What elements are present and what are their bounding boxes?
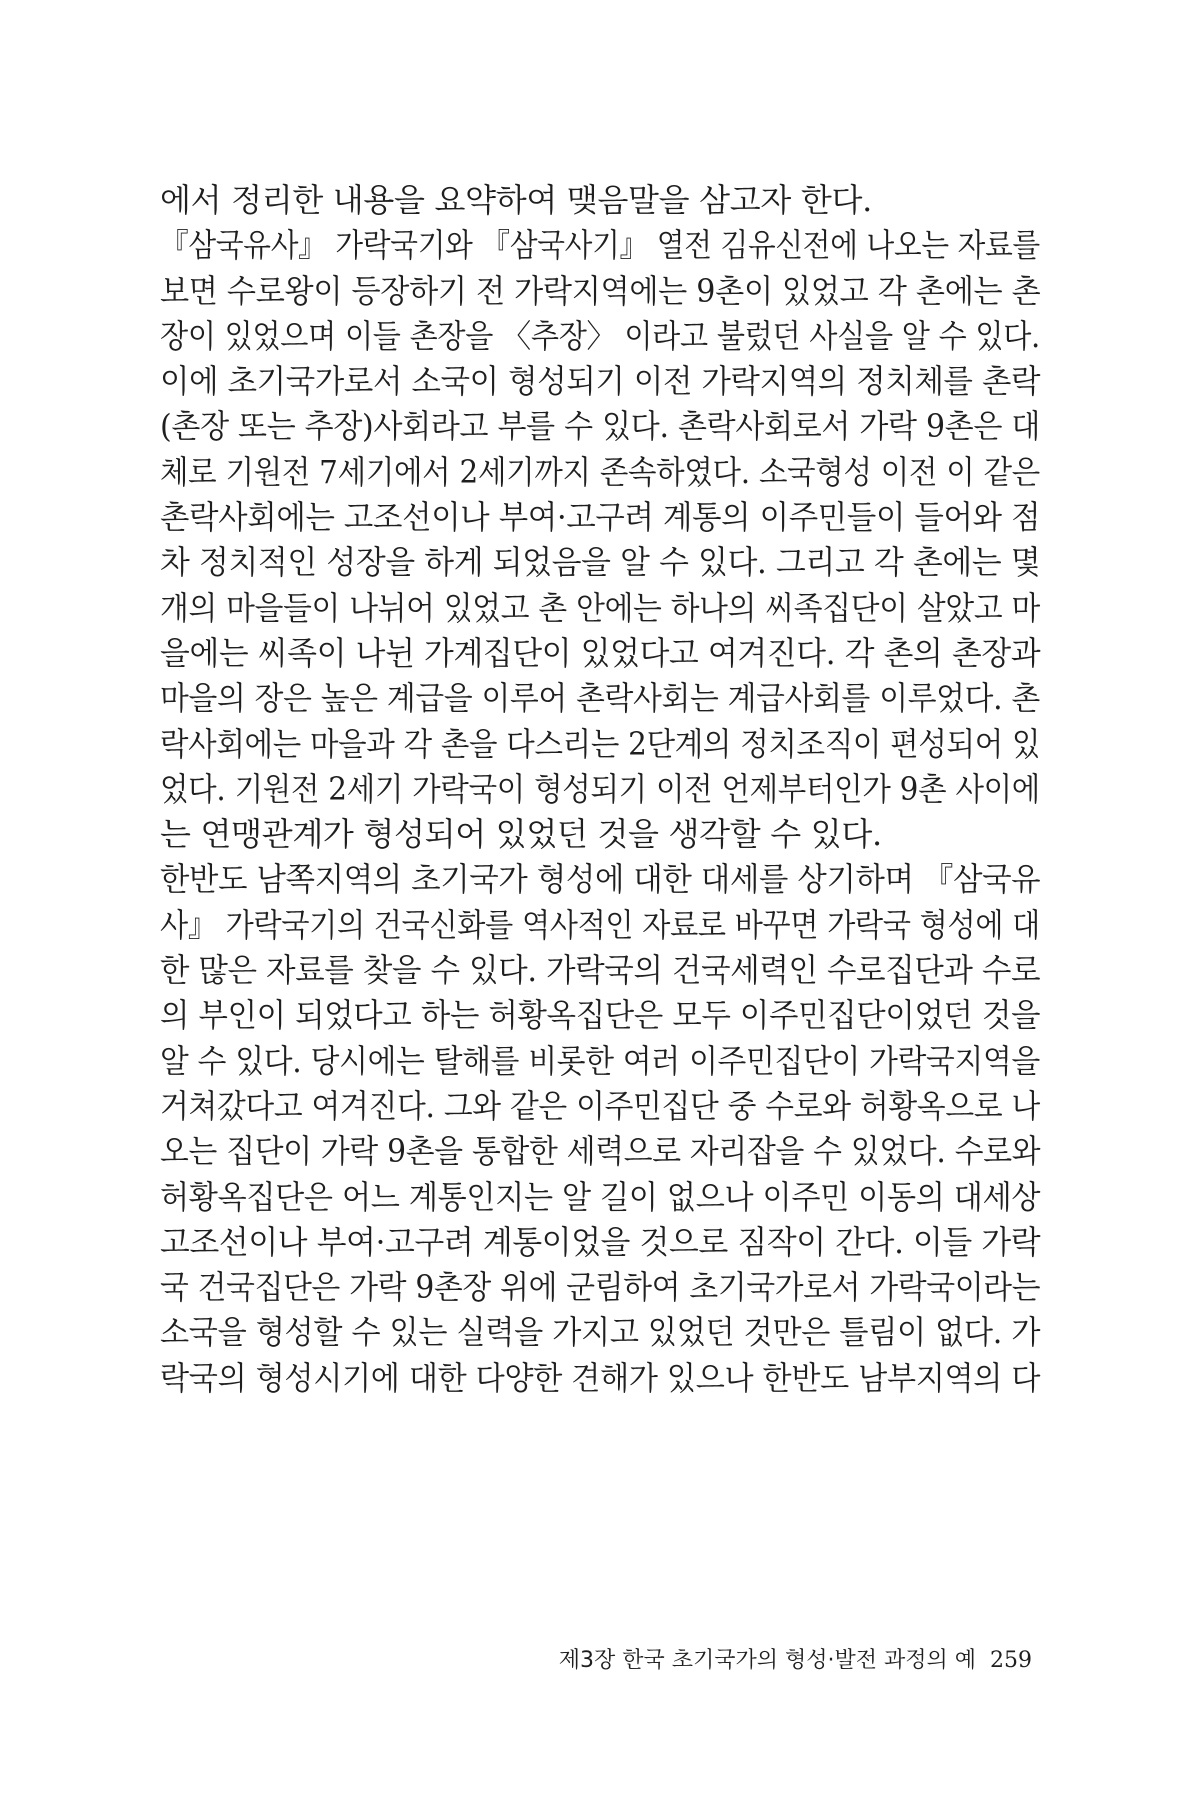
text-line: 개의 마을들이 나뉘어 있었고 촌 안에는 하나의 씨족집단이 살았고 마	[160, 588, 1040, 627]
text-line: 의 부인이 되었다고 하는 허황옥집단은 모두 이주민집단이었던 것을	[160, 996, 1041, 1035]
text-line: 락국의 형성시기에 대한 다양한 견해가 있으나 한반도 남부지역의 다	[160, 1358, 1041, 1397]
text-line: 한 많은 자료를 찾을 수 있다. 가락국의 건국세력인 수로집단과 수로	[160, 951, 1041, 990]
page-number: 259	[990, 1648, 1032, 1673]
text-line: 허황옥집단은 어느 계통인지는 알 길이 없으나 이주민 이동의 대세상	[160, 1177, 1041, 1216]
text-line: 오는 집단이 가락 9촌을 통합한 세력으로 자리잡을 수 있었다. 수로와	[160, 1132, 1041, 1171]
text-line: 에서 정리한 내용을 요약하여 맺음말을 삼고자 한다.	[160, 181, 872, 219]
text-line: 락사회에는 마을과 각 촌을 다스리는 2단계의 정치조직이 편성되어 있	[160, 724, 1041, 763]
page-footer	[559, 1643, 1032, 1674]
text-line: 었다. 기원전 2세기 가락국이 형성되기 이전 언제부터인가 9촌 사이에	[160, 769, 1040, 808]
text-line: 는 연맹관계가 형성되어 있었던 것을 생각할 수 있다.	[160, 815, 882, 854]
text-line: 고조선이나 부여·고구려 계통이었을 것으로 짐작이 간다. 이들 가락	[160, 1222, 1041, 1261]
text-line: 이에 초기국가로서 소국이 형성되기 이전 가락지역의 정치체를 촌락	[160, 362, 1041, 401]
text-line: 한반도 남쪽지역의 초기국가 형성에 대한 대세를 상기하며 『삼국유	[160, 860, 1041, 899]
text-line: 장이 있었으며 이들 촌장을 〈추장〉 이라고 불렀던 사실을 알 수 있다.	[160, 316, 1041, 355]
text-line: 체로 기원전 7세기에서 2세기까지 존속하였다. 소국형성 이전 이 같은	[160, 452, 1040, 491]
text-line: 소국을 형성할 수 있는 실력을 가지고 있었던 것만은 틀림이 없다. 가	[160, 1313, 1041, 1352]
text-line: 거쳐갔다고 여겨진다. 그와 같은 이주민집단 중 수로와 허황옥으로 나	[160, 1086, 1040, 1125]
text-line: 국 건국집단은 가락 9촌장 위에 군림하여 초기국가로서 가락국이라는	[160, 1268, 1041, 1307]
text-line: (촌장 또는 추장)사회라고 부를 수 있다. 촌락사회로서 가락 9촌은 대	[160, 407, 1041, 446]
text-line: 을에는 씨족이 나뉜 가계집단이 있었다고 여겨진다. 각 촌의 촌장과	[160, 633, 1041, 672]
text-line: 촌락사회에는 고조선이나 부여·고구려 계통의 이주민들이 들어와 점	[160, 498, 1041, 537]
body-text	[160, 178, 1040, 1401]
running-head: 제3장 한국 초기국가의 형성·발전 과정의 예	[558, 1648, 976, 1673]
text-line: 『삼국유사』 가락국기와 『삼국사기』 열전 김유신전에 나오는 자료를	[160, 226, 1040, 265]
text-line: 보면 수로왕이 등장하기 전 가락지역에는 9촌이 있었고 각 촌에는 촌	[160, 271, 1041, 310]
text-line: 알 수 있다. 당시에는 탈해를 비롯한 여러 이주민집단이 가락국지역을	[160, 1041, 1040, 1080]
text-line: 차 정치적인 성장을 하게 되었음을 알 수 있다. 그리고 각 촌에는 몇	[160, 543, 1041, 582]
text-line: 마을의 장은 높은 계급을 이루어 촌락사회는 계급사회를 이루었다. 촌	[160, 679, 1040, 718]
text-line: 사』 가락국기의 건국신화를 역사적인 자료로 바꾸면 가락국 형성에 대	[160, 905, 1041, 944]
